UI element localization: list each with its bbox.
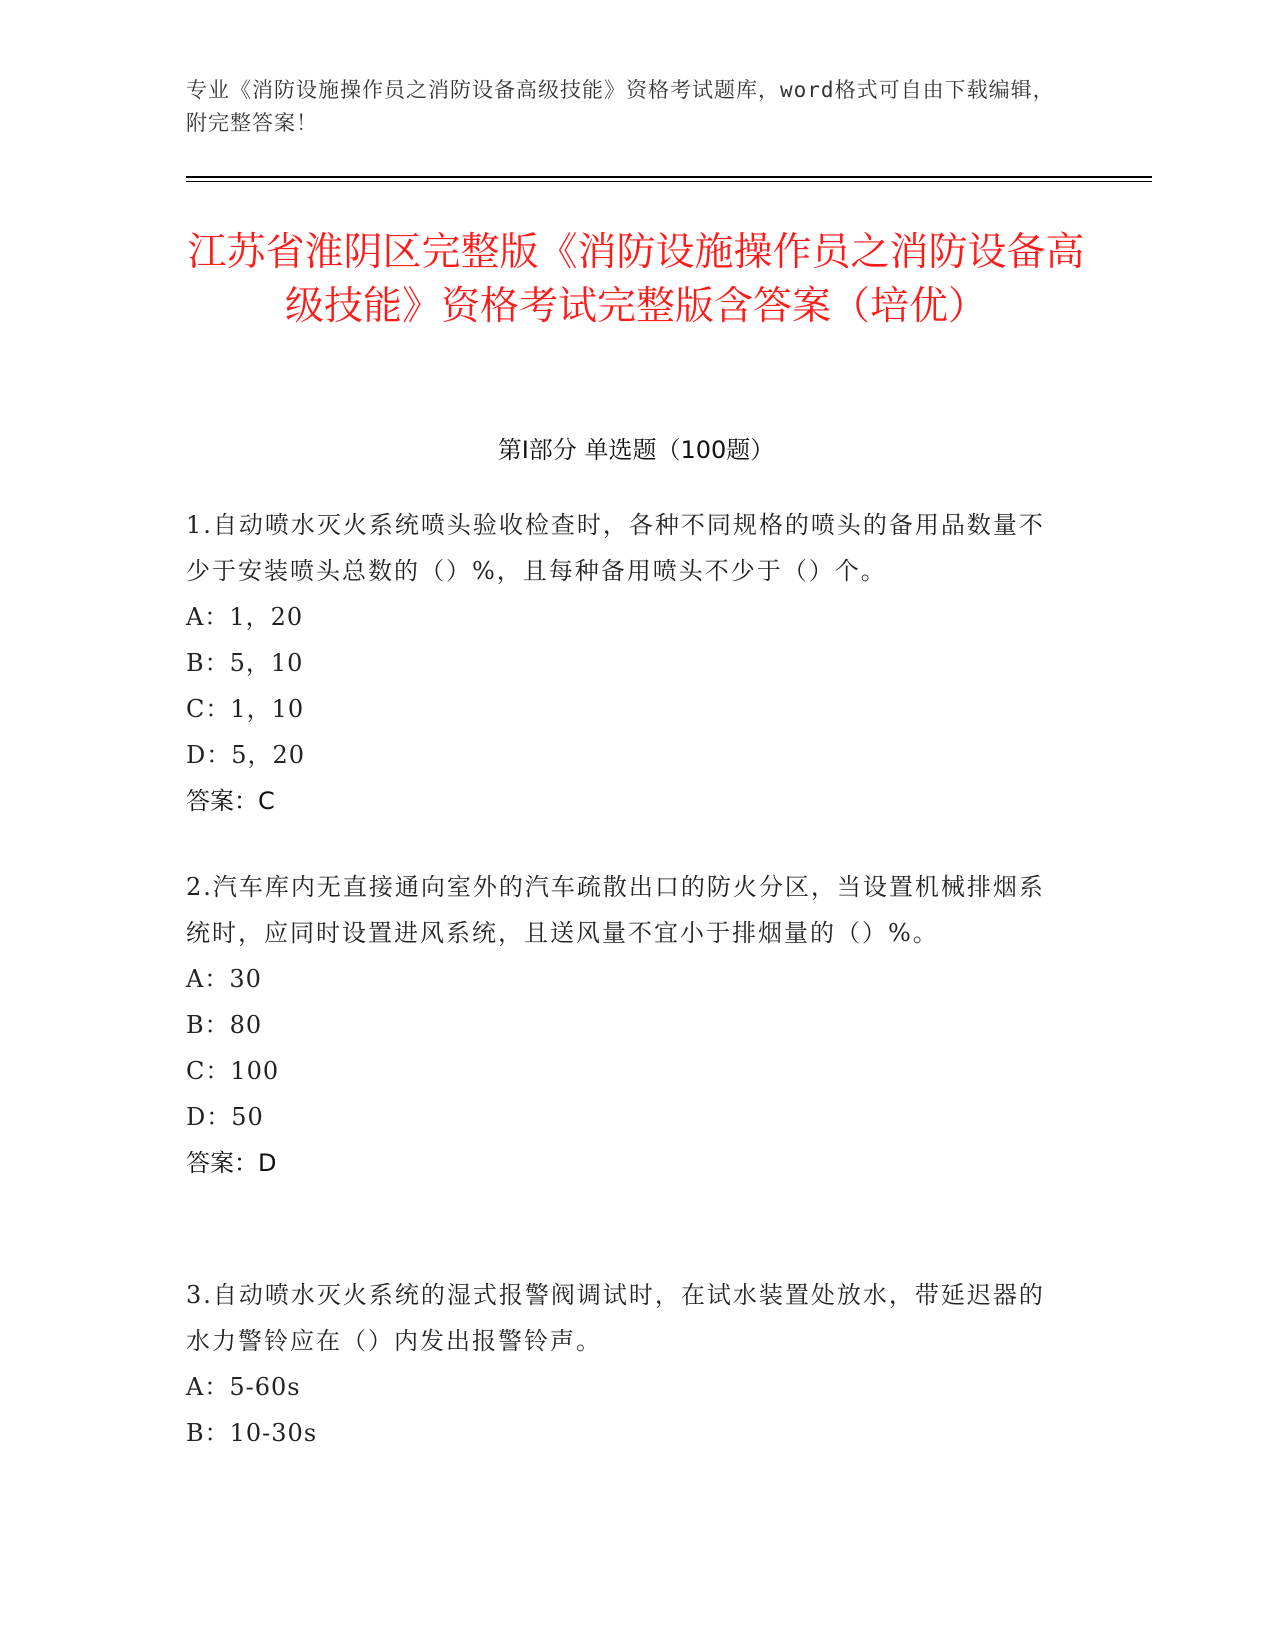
option-a: A：1，20 <box>186 603 304 631</box>
question-3 <box>186 1272 1066 1456</box>
answer: 答案：D <box>186 1149 277 1177</box>
header-rule-thick <box>186 176 1152 178</box>
option-b: B：10-30s <box>186 1419 318 1447</box>
question-text: 1.自动喷水灭火系统喷头验收检查时，各种不同规格的喷头的备用品数量不少于安装喷头总数的（）%，且每种备用喷头不少于（）个。 <box>186 511 1045 585</box>
option-c: C：1，10 <box>186 695 305 723</box>
question-text: 2.汽车库内无直接通向室外的汽车疏散出口的防火分区，当设置机械排烟系统时，应同时设置进风系统，且送风量不宜小于排烟量的（）%。 <box>186 873 1045 947</box>
option-d: D：50 <box>186 1103 264 1131</box>
header-note: 专业《消防设施操作员之消防设备高级技能》资格考试题库，word格式可自由下载编辑，附完整答案！ <box>186 78 1055 135</box>
document-title: 江苏省淮阴区完整版《消防设施操作员之消防设备高级技能》资格考试完整版含答案（培优） <box>187 230 1085 329</box>
option-a: A：30 <box>186 965 262 993</box>
option-b: B：80 <box>186 1011 263 1039</box>
question-2 <box>186 864 1066 1186</box>
question-1 <box>186 502 1066 824</box>
question-text: 3.自动喷水灭火系统的湿式报警阀调试时，在试水装置处放水，带延迟器的水力警铃应在（）内发出报警铃声。 <box>186 1281 1045 1355</box>
option-a: A：5-60s <box>186 1373 301 1401</box>
section-title: 第I部分 单选题（100题） <box>497 436 775 464</box>
option-b: B：5，10 <box>186 649 304 677</box>
answer: 答案：C <box>186 787 275 815</box>
option-d: D：5，20 <box>186 741 306 769</box>
header-rule-thin <box>186 181 1152 182</box>
option-c: C：100 <box>186 1057 280 1085</box>
